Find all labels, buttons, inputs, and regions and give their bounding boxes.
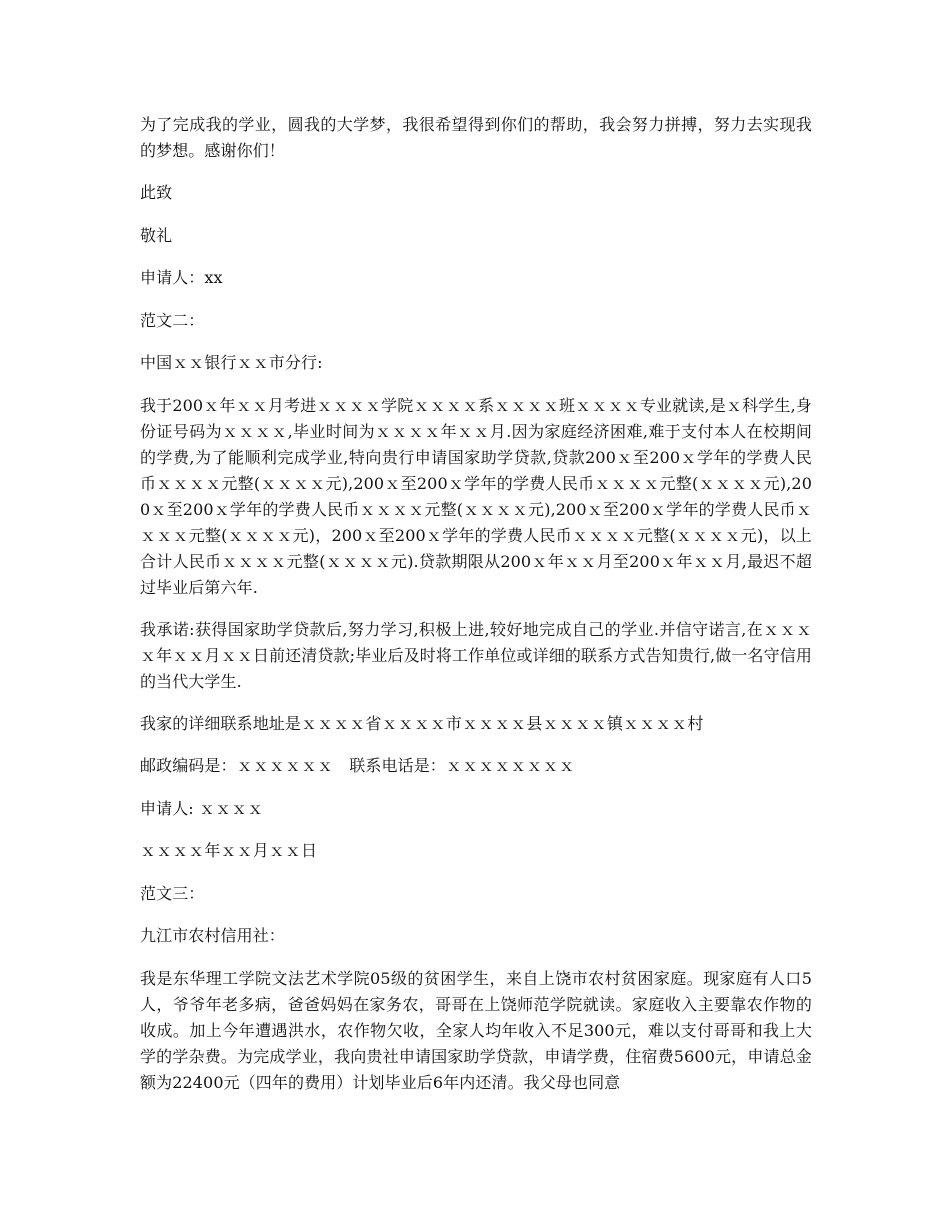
document-page <box>140 112 812 1112</box>
paragraph-promise: 我承诺:获得国家助学贷款后,努力学习,积极上进,较好地完成自己的学业.并信守诺言,在ｘｘｘｘ年ｘｘ月ｘｘ日前还清贷款;毕业后及时将工作单位或详细的联系方式告知贵行,做一名守信用的当代大学生. <box>140 619 812 691</box>
paragraph-address: 我家的详细联系地址是ｘｘｘｘ省ｘｘｘｘ市ｘｘｘｘ县ｘｘｘｘ镇ｘｘｘｘ村 <box>140 713 704 733</box>
paragraph-postal-phone: 邮政编码是：ｘｘｘｘｘｘ 联系电话是：ｘｘｘｘｘｘｘｘ <box>140 756 575 775</box>
paragraph-closing-wish: 为了完成我的学业，圆我的大学梦，我很希望得到你们的帮助，我会努力拼搏，努力去实现我的梦想。感谢你们！ <box>140 115 812 160</box>
paragraph-regards: 敬礼 <box>140 225 173 245</box>
heading-sample-2: 范文二： <box>140 310 205 330</box>
paragraph-addressee-credit-union: 九江市农村信用社： <box>140 926 285 945</box>
paragraph-loan-request: 我于200ｘ年ｘｘ月考进ｘｘｘｘ学院ｘｘｘｘ系ｘｘｘｘ班ｘｘｘｘ专业就读,是ｘ科学生,身份证号码为ｘｘｘｘ,毕业时间为ｘｘｘｘ年ｘｘ月.因为家庭经济困难,难于支付本人在校期间的学费,为了能顺利完成学业,特向贵行申请国家助学贷款,贷款200ｘ至200ｘ学年的学费人民币ｘｘｘｘ元整(ｘｘｘｘ元),200ｘ至200ｘ学年的学费人民币ｘｘｘｘ元整(ｘｘｘｘ元),200ｘ至200ｘ学年的学费人民币ｘｘｘｘ元整(ｘｘｘｘ元),200ｘ至200ｘ学年的学费人民币ｘｘｘｘ元整(ｘｘｘｘ元)，200ｘ至200ｘ学年的学费人民币ｘｘｘｘ元整(ｘｘｘｘ元)，以上合计人民币ｘｘｘｘ元整(ｘｘｘｘ元).贷款期限从200ｘ年ｘｘ月至200ｘ年ｘｘ月,最迟不超过毕业后第六年. <box>140 395 812 597</box>
paragraph-addressee-bank: 中国ｘｘ银行ｘｘ市分行: <box>140 353 323 372</box>
paragraph-applicant-2: 申请人: ｘｘｘｘ <box>140 798 264 818</box>
paragraph-date: ｘｘｘｘ年ｘｘ月ｘｘ日 <box>140 841 318 860</box>
paragraph-student-background: 我是东华理工学院文法艺术学院05级的贫困学生，来自上饶市农村贫困家庭。现家庭有人口5人，爷爷年老多病，爸爸妈妈在家务农，哥哥在上饶师范学院就读。家庭收入主要靠农作物的收成。加上今年遭遇洪水，农作物欠收，全家人均年收入不足300元，难以支付哥哥和我上大学的学杂费。为完成学业，我向贵社申请国家助学贷款，申请学费，住宿费5600元，申请总金额为22400元（四年的费用）计划毕业后6年内还清。我父母也同意 <box>140 968 812 1092</box>
paragraph-applicant-1: 申请人：xx <box>140 268 223 287</box>
paragraph-salutation: 此致 <box>140 183 173 202</box>
heading-sample-3: 范文三： <box>140 883 205 903</box>
